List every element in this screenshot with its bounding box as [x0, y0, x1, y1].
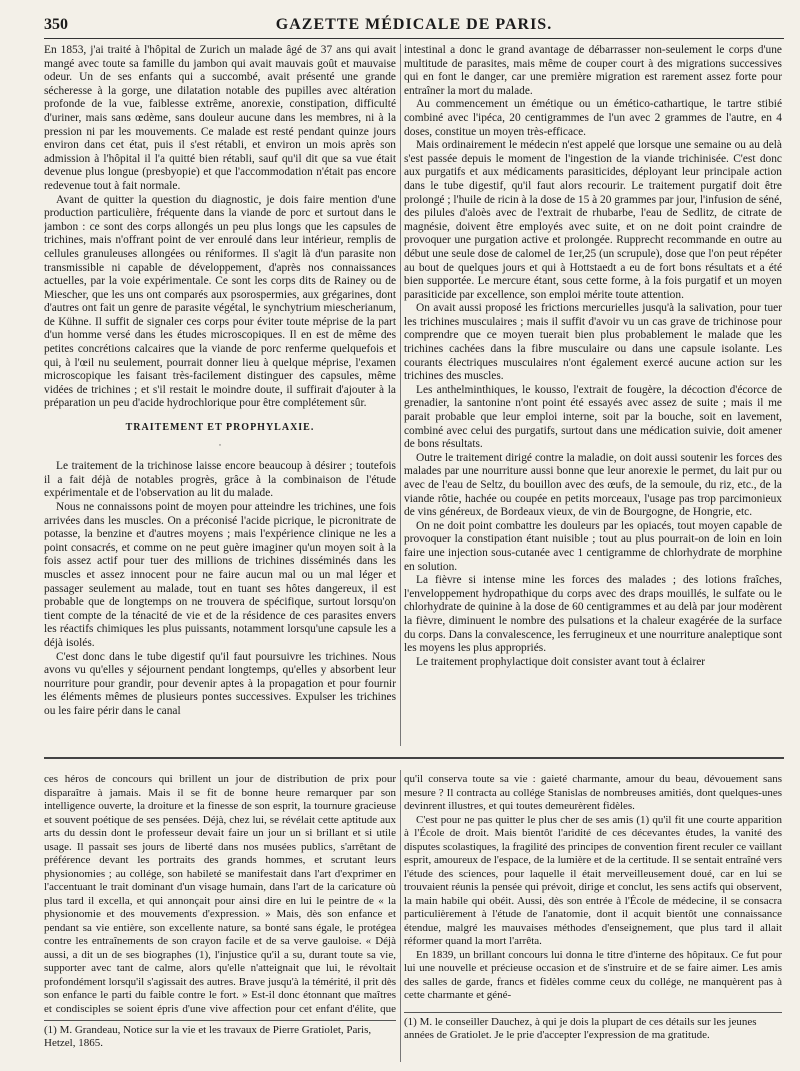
paragraph: Nous ne connaissons point de moyen pour atteindre les trichines, une fois arrivées dans les muscles. On a préconisé l'acide picrique, le picronitrate de potasse, la benzine et d'autres moyens ; mais l'expérience clinique ne les a point consacrés, et comme on ne peut guère imaginer qu'un moyen soit à la fois assez actif pour tuer des millions de trichines disséminés dans les muscles et assez innocent pour ne faire aucun mal ou un mal léger et passager seulement au malade, tout en tuant ses hôtes dangereux, il est probable que de longtemps on ne trouvera de spécifique, surtout lorsqu'on tient compte de la ténacité de vie et de la résidence de ces parasites envers les réactifs chimiques les plus puissants, notamment lorsqu'une capsule les a déjà isolés. — [44, 501, 396, 649]
upper-column-divider — [400, 44, 401, 746]
paragraph: Avant de quitter la question du diagnostic, je dois faire mention d'une production particulière, fréquente dans la viande de porc et surtout dans le jambon : ce sont des corps allongés un peu plus longs que les capsules de trichines, mais n'offrant point de ver enroulé dans leur intérieur, remplis de cellules granuleuses allongées ou réniformes. Il s'agit là d'un parasite non transmissible ni capable de développement, d'après nos connaissances actuelles, par la voie expérimentale. Ce sont les corps dits de Rainey ou de Miescher, que les uns ont comparés aux psorospermies, aux grégarines, dont d'autres ont fait un genre de parasite végétal, le synchytrium miescherianum, de Kühne. Il suffit de signaler ces corps pour éviter toute méprise de la part d'un homme versé dans les études microscopiques. Il en est de même des petites concrétions calcaires que la viande de porc renferme quelquefois et qui, à l'œil nu seulement, pourrait donner lieu à quelque méprise, l'examen microscopique les faisant très-facilement distinguer des capsules, même vidées de trichines ; et s'il restait le moindre doute, il suffirait d'ajouter à la préparation un peu d'acide hydrochlorique pour être complétement sûr. — [44, 193, 396, 410]
section-separator — [44, 757, 784, 759]
journal-title: GAZETTE MÉDICALE DE PARIS. — [275, 16, 553, 33]
paragraph: La fièvre si intense mine les forces des malades ; des lotions fraîches, l'enveloppement hydropathique du corps avec des draps mouillés, le sulfate ou le chlorhydrate de quinine à la dose de 60 centigrammes et au delà par jour modèrent la fièvre, diminuent le nombre des pulsations et la chaleur exagérée de la surface du corps. Dans la convalescence, les ferrugineux et une nourriture analeptique sont les moyens les plus appropriés. — [404, 574, 782, 655]
page-number: 350 — [44, 16, 68, 33]
paragraph: Le traitement prophylactique doit consister avant tout à éclairer — [416, 655, 706, 668]
footnote-right: (1) M. le conseiller Dauchez, à qui je dois la plupart de ces détails sur les jeunes années de Gratiolet. Je le prie d'accepter l'expression de ma gratitude. — [404, 1016, 757, 1042]
lower-left-column — [44, 773, 396, 1017]
upper-right-column — [404, 44, 782, 744]
paragraph: ces héros de concours qui brillent un jour de distribution de prix pour disparaître à jamais. Mais il se fit de bonne heure remarquer par son intelligence ouverte, la droiture et la finesse de son esprit, la tournure gracieuse et souvent poétique de ses pensées. Déjà, chez lui, se révélait cette aptitude aux arts du dessin dont le professeur devait faire un jour un si brillant et si utile usage. Il passait ses jours de liberté dans nos musées publics, s'arrêtant de préférence devant les portraits des grands hommes, et scrutant leurs physionomies ; au collége, son habileté se manifestait dans l'art d'exprimer en l'accentuant le trait dominant d'un visage humain, dans l'art de la caricature où plus tard il excella, et qui annonçait pour ainsi dire en lui le peintre de « la physionomie et des mouvements d'expression. » Mais, dès son enfance et pendant sa vie entière, son excellente nature, sa bonté sans égale, le protégea contre les entraînements de son crayon facile et de sa verve gauloise. « Déjà aussi, a dit un de ses biographes (1), l'injustice qu'il a su, durant toute sa vie, supporter avec tant de calme, alors qu'elle n'atteignait que lui, le révoltait profondément lorsqu'il s'agissait des autres. Brave jusqu'à la témérité, il prit dès son enfance le parti du faible contre le fort. » Est-il donc étonnant que maîtres et condisciples se soient épris d'une vive affection pour cet enfant d'élite, que — [44, 773, 396, 1015]
paragraph: En 1839, un brillant concours lui donna le titre d'interne des hôpitaux. Ce fut pour lui une nouvelle et précieuse occasion et de s'instruire et de se faire aimer. Les amis des salles de garde, francs et fidèles comme ceux du collége, ne manquèrent pas à cette charmante et géné- — [404, 948, 782, 1001]
paragraph: En 1853, j'ai traité à l'hôpital de Zurich un malade âgé de 37 ans qui avait mangé avec toute sa famille du jambon qui avait mauvais goût et mauvaise odeur. Un de ses enfants qui a succombé, avait présenté une grande sécheresse à la gorge, une dilatation notable des pupilles avec altération profonde de la vue, faiblesse extrême, anorexie, constipation, difficulté d'uriner, mais sans œdème, sans douleur aucune dans les membres, ni à la pression ni par les mouvements. Ce malade est resté pendant quinze jours environ dans cet état, puis il s'est rétabli, et environ un mois après son admission à l'hôpital il l'a quitté bien rétabli, sauf qu'il dit que sa vue était devenue plus longue (presbyopie) et que l'accommodation n'était pas encore redevenue tout à fait normale. — [44, 44, 396, 192]
footnote-rule-left — [44, 1020, 396, 1021]
paragraph: C'est donc dans le tube digestif qu'il faut poursuivre les trichines. Nous avons vu qu'elles y séjournent pendant longtemps, qu'elles y absorbent leur nourriture pour grandir, pour devenir aptes à la propagation et pour fournir les éléments mêmes de plusieurs pontes successives. Expulser les trichines ou les faire périr dans le canal — [44, 650, 396, 717]
paragraph: intestinal a donc le grand avantage de débarrasser non-seulement le corps d'une multitude de parasites, mais même de couper court à des migrations successives qui en font le danger, car une première migration est rarement assez forte pour entraîner la mort du malade. — [404, 44, 782, 97]
paragraph: Le traitement de la trichinose laisse encore beaucoup à désirer ; toutefois il a fait déjà de notables progrès, grâce à la combinaison de l'étude expérimentale et de l'observation au lit du malade. — [44, 460, 396, 500]
footnote-left: (1) M. Grandeau, Notice sur la vie et les travaux de Pierre Gratiolet, Paris, Hetzel, 1865. — [44, 1024, 372, 1050]
paragraph: Au commencement un émétique ou un émético-cathartique, le tartre stibié combiné avec l'ipéca, 20 centigrammes de l'un avec 2 grammes de l'autre, en 4 doses, constitue un moyen très-efficace. — [404, 98, 782, 138]
paragraph: Mais ordinairement le médecin n'est appelé que lorsque une semaine ou au delà s'est passée depuis le moment de l'ingestion de la viande trichinisée. C'est donc aux purgatifs et aux médicaments parasiticides, déployant leur principale action dans le tube digestif, qu'il faut alors recourir. Le traitement purgatif doit être prolongé ; l'huile de ricin à la dose de 15 à 20 grammes par jour, l'infusion de séné, des pilules d'aloès avec de l'extrait de rhubarbe, l'eau de Sedlitz, de citrate de magnésie, doivent être employés avec suite, et on ne doit point craindre de provoquer une purgation active et prolongée. Rupprecht recommande en outre au début une seule dose de calomel de 1er,25 (un scrupule), dose que l'on peut répéter au bout de quelques jours et qui à Hottstaedt a eu de fort bons résultats et a été bien supportée. Le mercure étant, sous cette forme, à la fois purgatif et un moyen parasiticide par excellence, son emploi mérite toute attention. — [404, 139, 782, 301]
paragraph: Les anthelminthiques, le kousso, l'extrait de fougère, la décoction d'écorce de grenadier, la santonine n'ont point été essayés avec assez de suite ; mais il me parait probable que leur emploi interne, soit par la bouche, soit en lavement, combiné avec celui des purgatifs, surtout dans une médication suivie, doit amener de bons résultats. — [404, 383, 782, 451]
paragraph: C'est pour ne pas quitter le plus cher de ses amis (1) qu'il fit une courte apparition à l'École de droit. Mais bientôt l'aridité de ces décevantes études, la vanité des disputes scolastiques, la fragilité des principes de convention firent reculer ce vaillant esprit, amoureux de l'espace, de la lumière et de la certitude. Il se sentait entraîné vers l'étude des sciences, pour laquelle il était merveilleusement doué, car en lui se trouvaient réunis la pensée qui prévoit, dirige et conclut, les sens actifs qui observent, la main habile qui obéit. Aussi, dès son entrée à l'École de médecine, il se consacra particulièrement à l'étude de l'anatomie, dont il acquit bientôt une connaissance étendue, malgré les mauvaises méthodes d'enseignement, que plus tard il allait réformer quand la mort l'arrêta. — [404, 813, 782, 947]
upper-left-column — [44, 44, 396, 744]
heading-ornament: · — [218, 439, 222, 450]
lower-column-divider — [400, 770, 401, 1062]
page-header — [44, 14, 784, 39]
paragraph: On avait aussi proposé les frictions mercurielles jusqu'à la salivation, pour tuer les trichines musculaires ; mais il suffit d'avoir vu un cas grave de trichinose pour comprendre que ce moyen tuerait bien plus probablement le malade que les trichines cachées dans la fibre musculaire ou dans une capsule isolante. Les courants électriques musculaires n'ont également exercé aucune action sur les trichines des muscles. — [404, 302, 782, 383]
section-heading: TRAITEMENT ET PROPHYLAXIE. — [125, 422, 315, 434]
paragraph: On ne doit point combattre les douleurs par les opiacés, tout moyen capable de provoquer la constipation étant nuisible ; tout au plus pourrait-on de loin en loin faire une injection sous-cutanée avec 1 centigramme de chlorhydrate de morphine en solution. — [404, 519, 782, 573]
lower-right-column — [404, 773, 782, 1009]
footnote-rule-right — [404, 1012, 782, 1013]
paragraph: qu'il conserva toute sa vie : gaieté charmante, amour du beau, dévouement sans mesure ? Il contracta au collége Stanislas de nombreuses amitiés, dont quelques-unes devinrent illustres, et qui toutes demeurèrent fidèles. — [404, 773, 782, 812]
paragraph: Outre le traitement dirigé contre la maladie, on doit aussi soutenir les forces des malades par une nourriture aussi bonne que leur anorexie le permet, du lait pur ou avec de l'eau de Seltz, du bouillon avec des œufs, de la semoule, du riz, etc., de la viande rôtie, hachée ou coupée en petits morceaux, l'usage pas trop parcimonieux de vins généreux, de Bordeaux vieux, de vin de Bourgogne, de Hongrie, etc. — [404, 451, 782, 519]
